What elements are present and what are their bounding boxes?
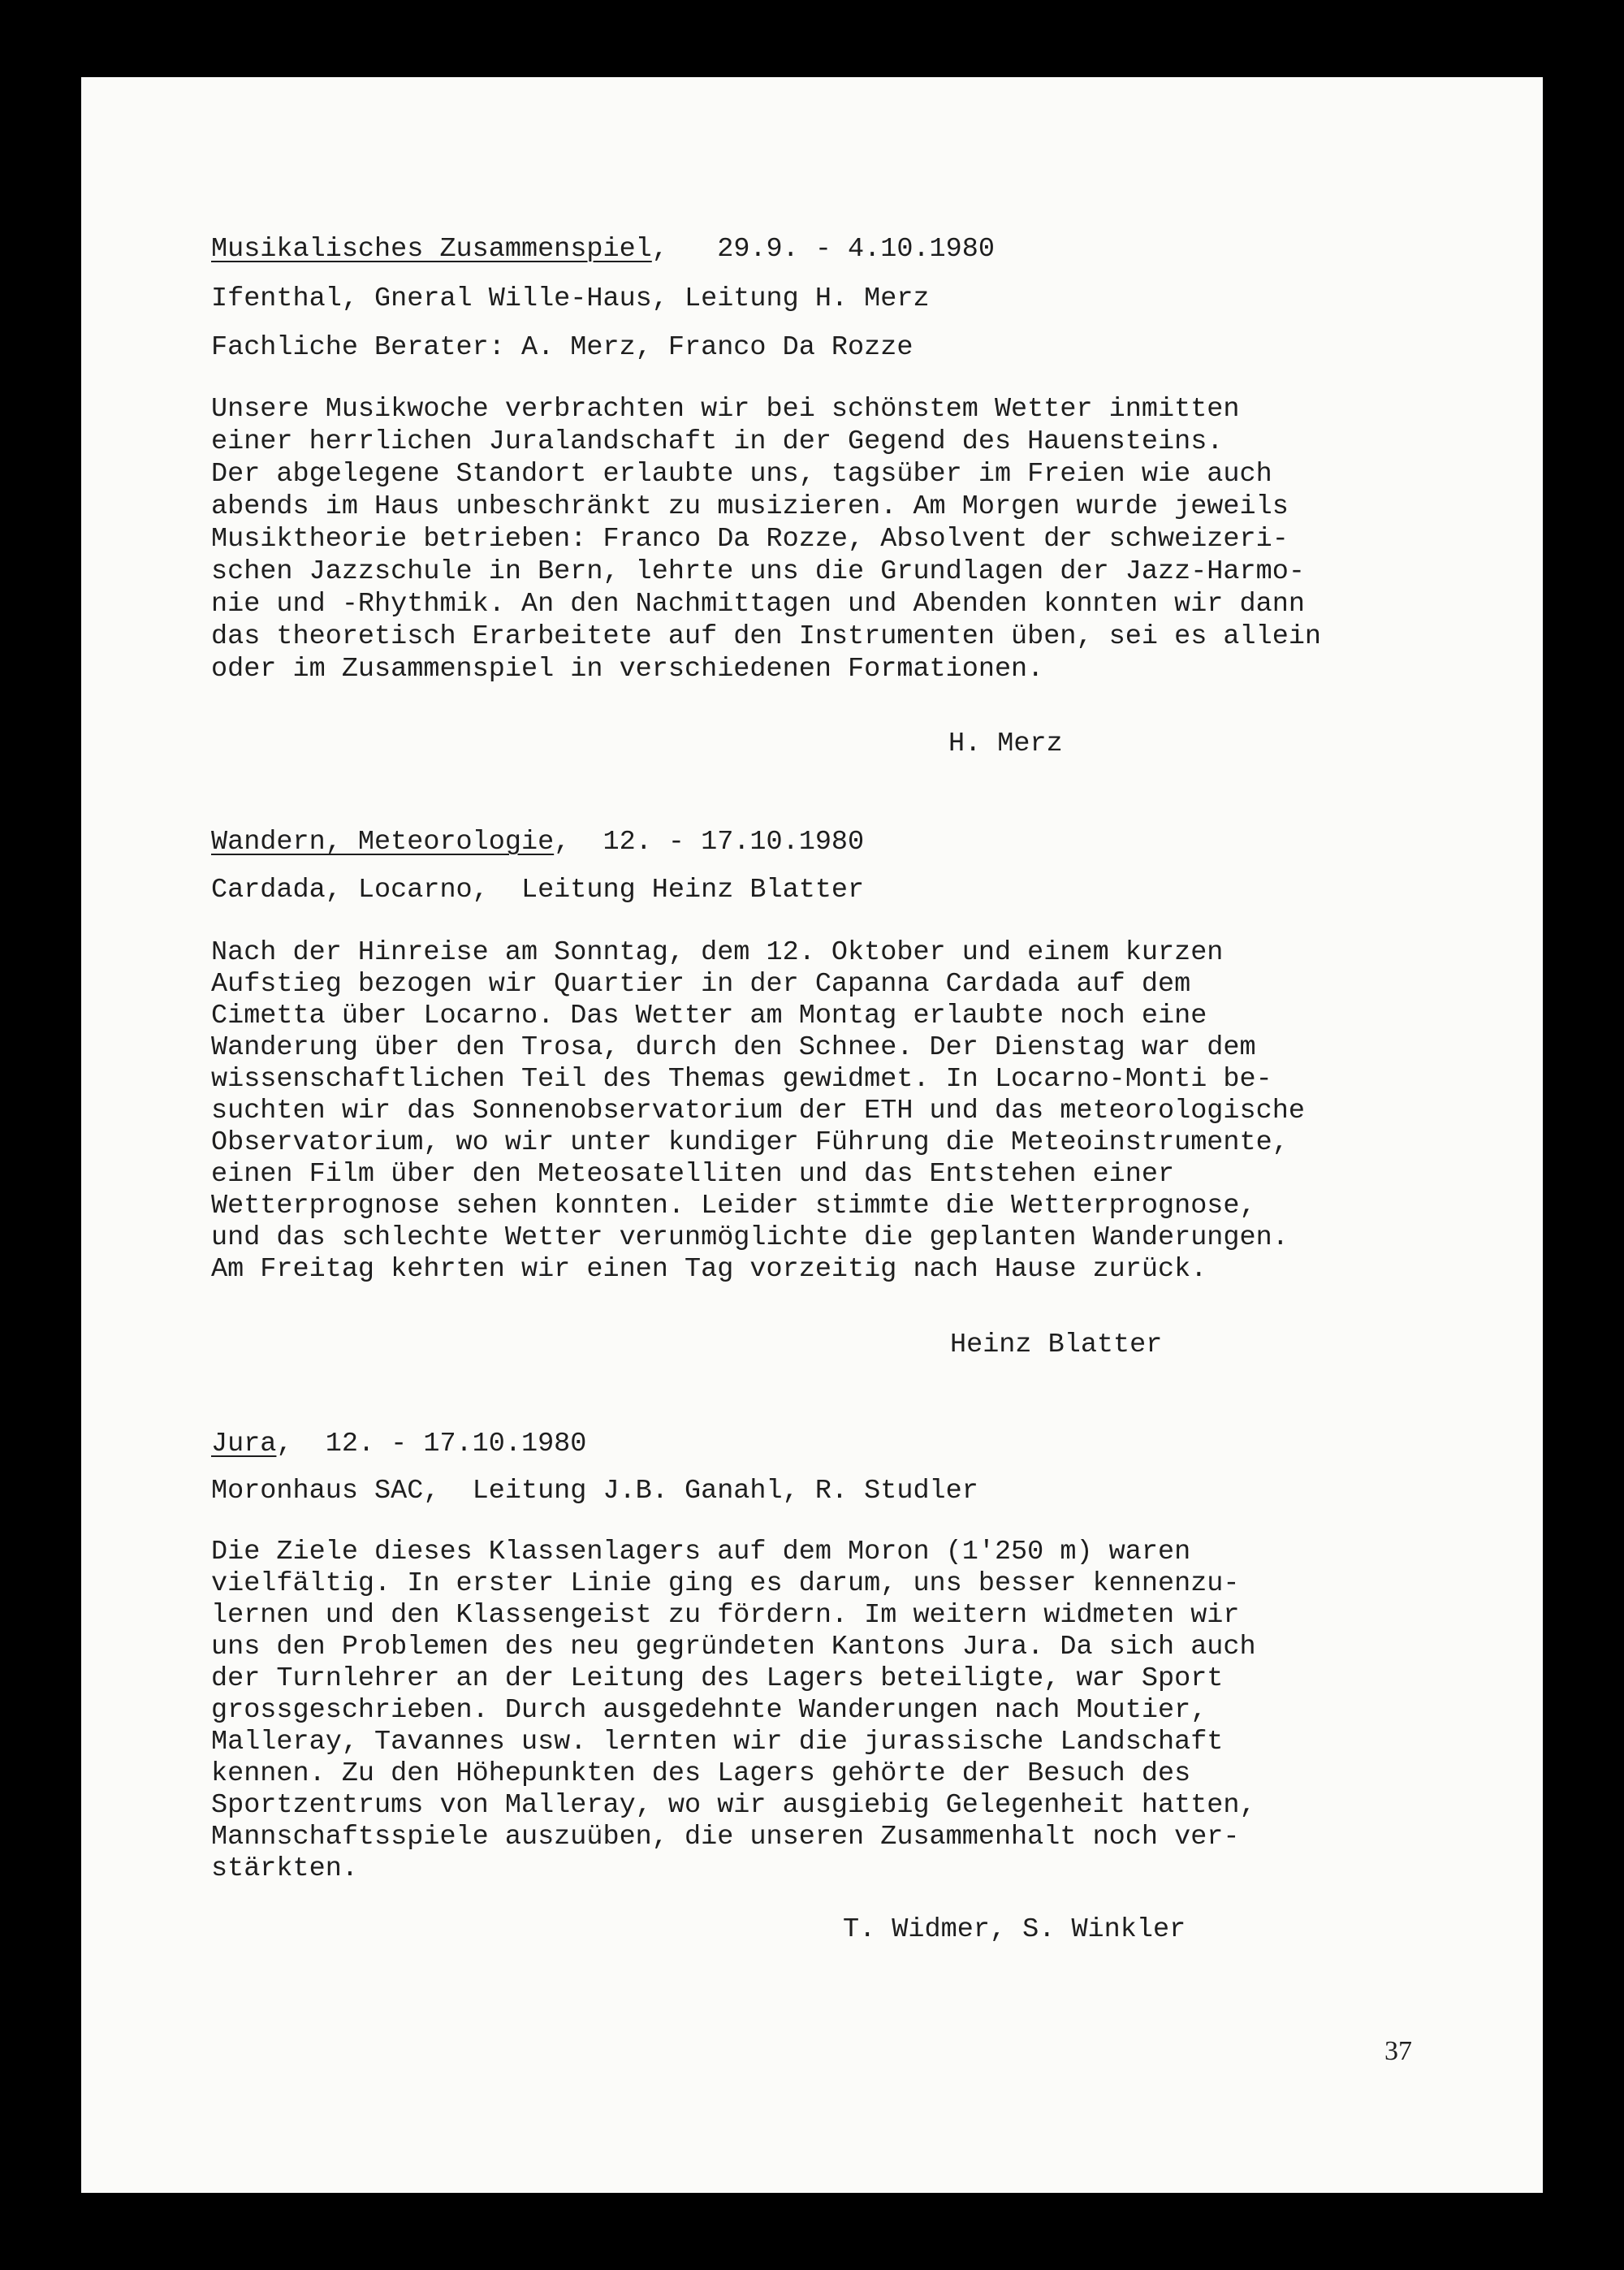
document-page xyxy=(81,77,1543,2193)
section-1-date: , 29.9. - 4.10.1980 xyxy=(651,234,995,265)
body-line: oder im Zusammenspiel in verschiedenen Formationen. xyxy=(211,654,1044,685)
section-2-date: , 12. - 17.10.1980 xyxy=(554,827,865,858)
body-line: Cimetta über Locarno. Das Wetter am Montag erlaubte noch eine xyxy=(211,1001,1207,1031)
body-line: Die Ziele dieses Klassenlagers auf dem Moron (1'250 m) waren xyxy=(211,1537,1191,1567)
section-1-title: Musikalisches Zusammenspiel xyxy=(211,234,652,265)
section-2-signature: Heinz Blatter xyxy=(950,1330,1163,1360)
section-2-body xyxy=(211,937,1305,1294)
body-line: das theoretisch Erarbeitete auf den Instrumenten üben, sei es allein xyxy=(211,621,1322,652)
body-line: wissenschaftlichen Teil des Themas gewidmet. In Locarno-Monti be- xyxy=(211,1064,1272,1095)
section-2-heading xyxy=(211,829,864,857)
body-line: und das schlechte Wetter verunmöglichte die geplanten Wanderungen. xyxy=(211,1222,1289,1253)
section-2-meta-1: Cardada, Locarno, Leitung Heinz Blatter xyxy=(211,875,865,906)
section-3-title: Jura xyxy=(211,1429,277,1459)
section-1-heading xyxy=(211,236,995,264)
body-line: Wetterprognose sehen konnten. Leider stimmte die Wetterprognose, xyxy=(211,1191,1256,1221)
body-line: Unsere Musikwoche verbrachten wir bei schönstem Wetter inmitten xyxy=(211,394,1240,425)
body-line: grossgeschrieben. Durch ausgedehnte Wanderungen nach Moutier, xyxy=(211,1695,1207,1726)
body-line: Mannschaftsspiele auszuüben, die unseren Zusammenhalt noch ver- xyxy=(211,1822,1240,1853)
section-3-meta-1: Moronhaus SAC, Leitung J.B. Ganahl, R. Studler xyxy=(211,1476,978,1507)
section-3-date: , 12. - 17.10.1980 xyxy=(276,1429,587,1459)
section-1-signature: H. Merz xyxy=(948,729,1063,759)
body-line: der Turnlehrer an der Leitung des Lagers beteiligte, war Sport xyxy=(211,1663,1224,1694)
section-2-title: Wandern, Meteorologie xyxy=(211,827,555,858)
section-1-body xyxy=(211,394,1322,696)
body-line: nie und -Rhythmik. An den Nachmittagen und Abenden konnten wir dann xyxy=(211,589,1305,620)
body-line: suchten wir das Sonnenobservatorium der ETH und das meteorologische xyxy=(211,1096,1305,1126)
section-3-body xyxy=(211,1537,1256,1893)
section-3-heading xyxy=(211,1431,586,1459)
body-line: Der abgelegene Standort erlaubte uns, tagsüber im Freien wie auch xyxy=(211,459,1272,490)
section-3-signature: T. Widmer, S. Winkler xyxy=(843,1914,1186,1945)
body-line: Nach der Hinreise am Sonntag, dem 12. Oktober und einem kurzen xyxy=(211,937,1224,968)
body-line: Musiktheorie betrieben: Franco Da Rozze, Absolvent der schweizeri- xyxy=(211,524,1289,555)
body-line: Aufstieg bezogen wir Quartier in der Capanna Cardada auf dem xyxy=(211,969,1191,1000)
body-line: Malleray, Tavannes usw. lernten wir die jurassische Landschaft xyxy=(211,1727,1224,1758)
section-1-meta-2: Fachliche Berater: A. Merz, Franco Da Rozze xyxy=(211,332,914,363)
page-number: 37 xyxy=(1384,2036,1412,2066)
section-1-meta-1: Ifenthal, Gneral Wille-Haus, Leitung H. Merz xyxy=(211,283,930,314)
body-line: Observatorium, wo wir unter kundiger Führung die Meteoinstrumente, xyxy=(211,1127,1289,1158)
body-line: abends im Haus unbeschränkt zu musizieren. Am Morgen wurde jeweils xyxy=(211,491,1289,522)
body-line: Sportzentrums von Malleray, wo wir ausgiebig Gelegenheit hatten, xyxy=(211,1790,1256,1821)
body-line: kennen. Zu den Höhepunkten des Lagers gehörte der Besuch des xyxy=(211,1758,1191,1789)
body-line: uns den Problemen des neu gegründeten Kantons Jura. Da sich auch xyxy=(211,1632,1256,1663)
body-line: lernen und den Klassengeist zu fördern. Im weitern widmeten wir xyxy=(211,1600,1240,1631)
body-line: einer herrlichen Juralandschaft in der Gegend des Hauensteins. xyxy=(211,426,1224,457)
body-line: vielfältig. In erster Linie ging es darum, uns besser kennenzu- xyxy=(211,1568,1240,1599)
body-line: einen Film über den Meteosatelliten und das Entstehen einer xyxy=(211,1159,1175,1190)
body-line: Wanderung über den Trosa, durch den Schnee. Der Dienstag war dem xyxy=(211,1032,1256,1063)
body-line: stärkten. xyxy=(211,1853,358,1884)
body-line: Am Freitag kehrten wir einen Tag vorzeitig nach Hause zurück. xyxy=(211,1254,1207,1285)
body-line: schen Jazzschule in Bern, lehrte uns die Grundlagen der Jazz-Harmo- xyxy=(211,556,1305,587)
